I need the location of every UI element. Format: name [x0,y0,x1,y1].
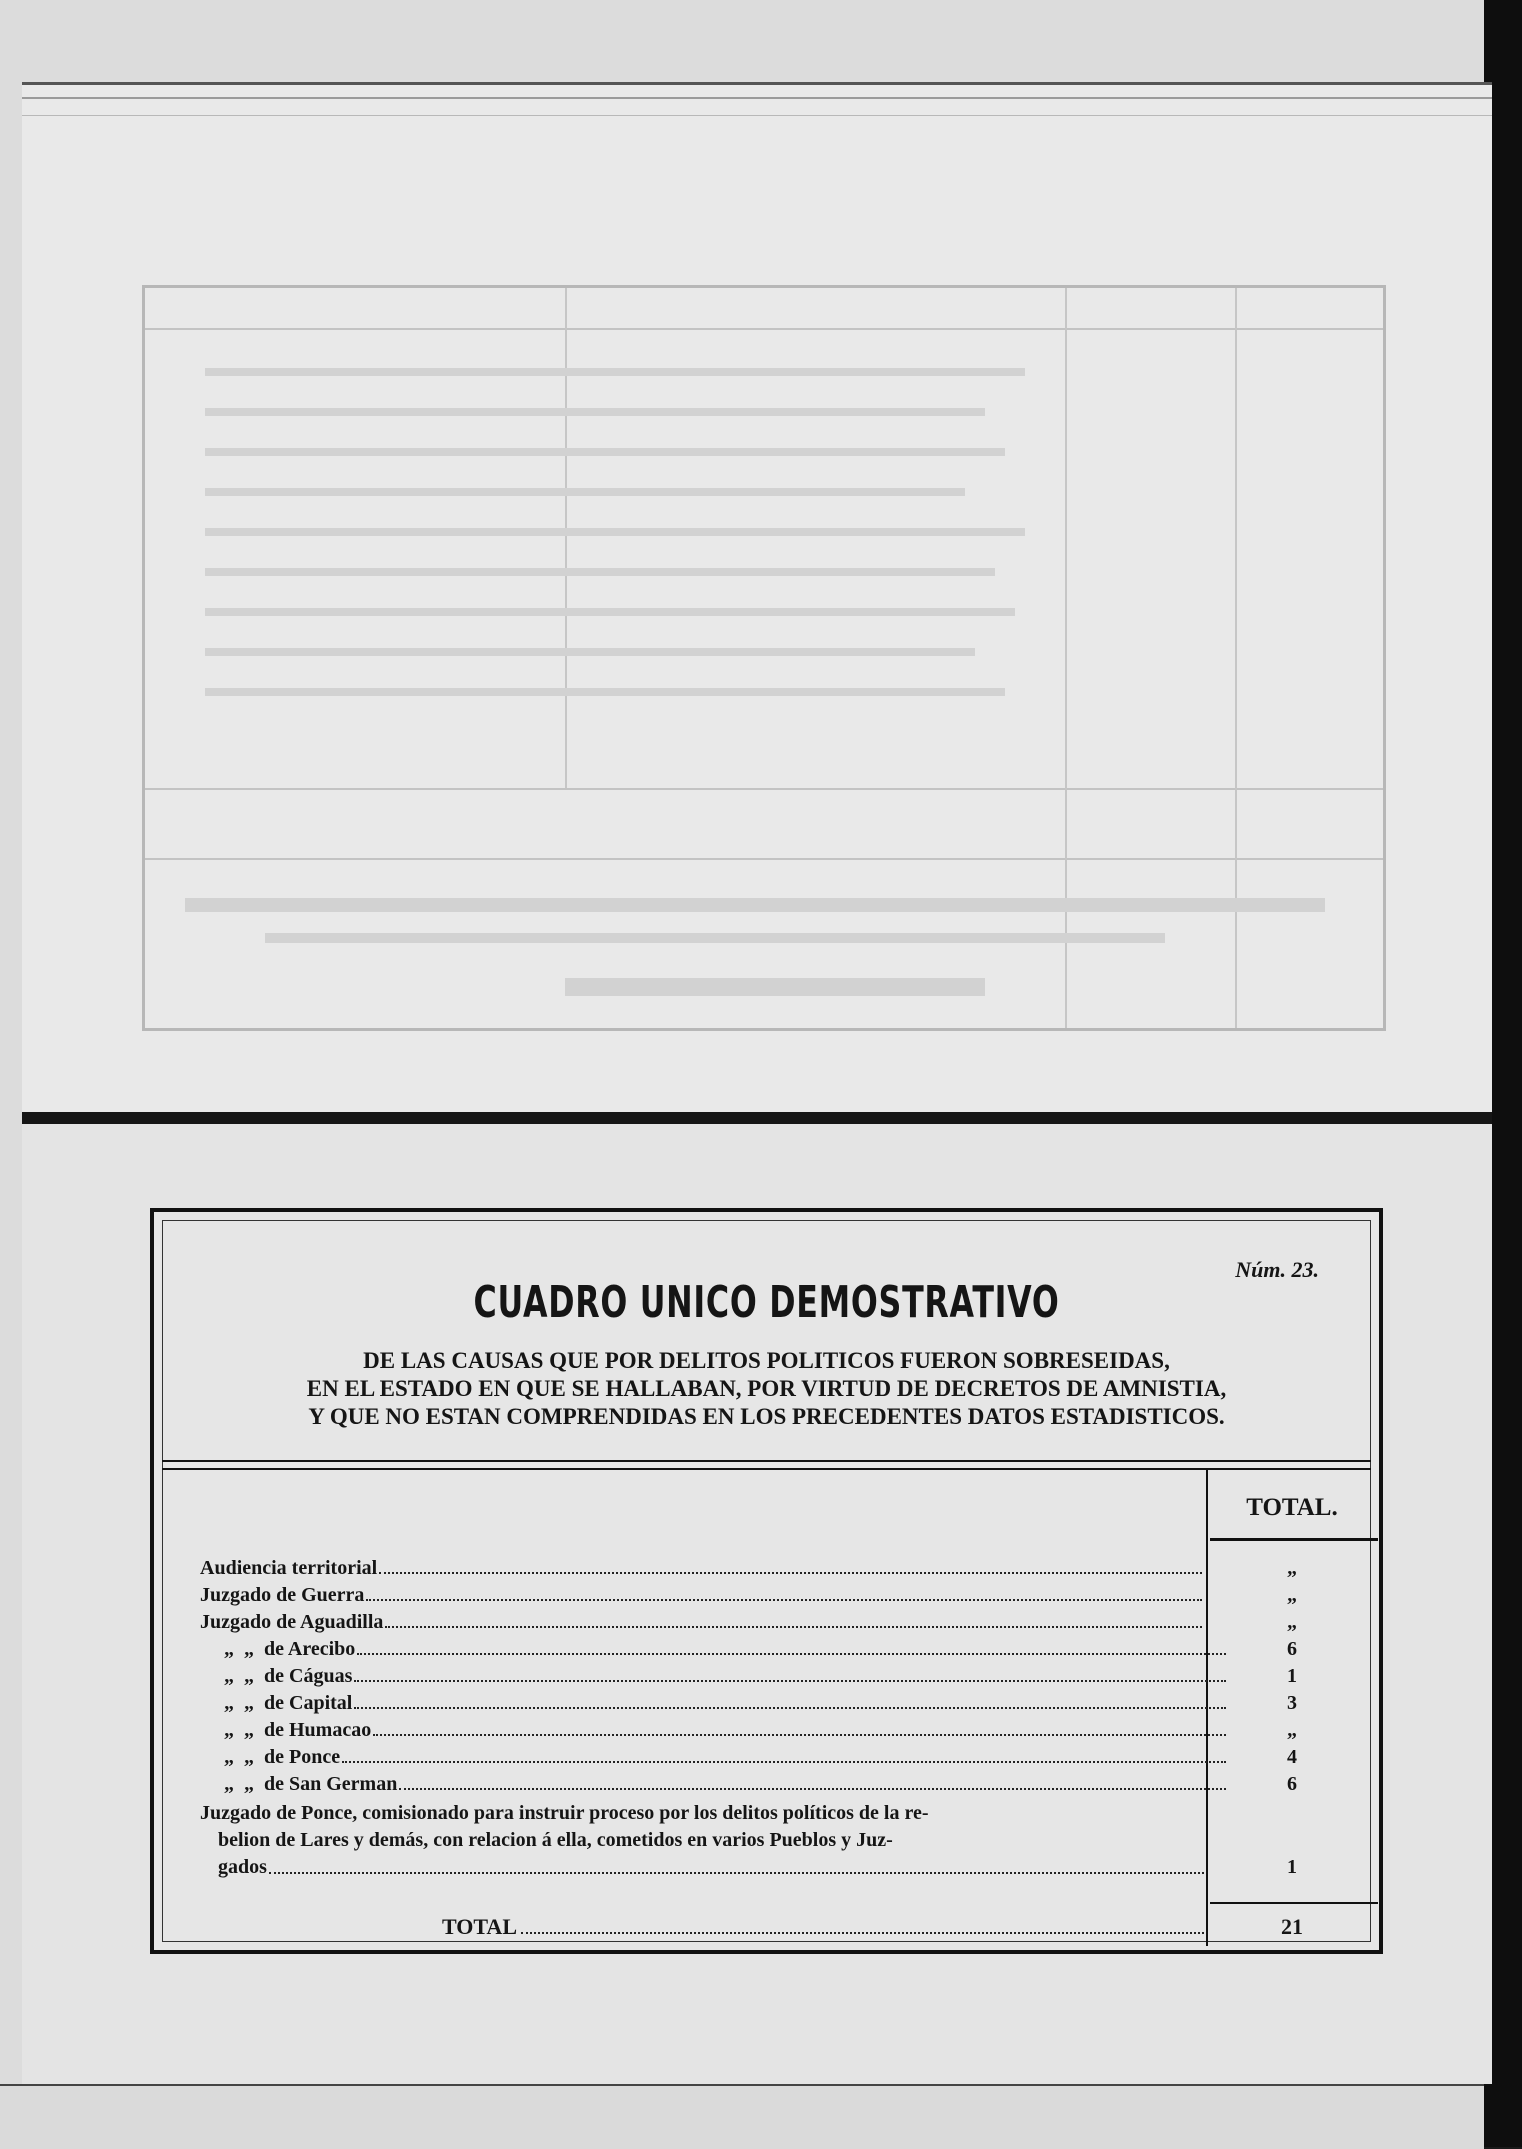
ghost-rule [145,788,1383,790]
table-row [200,1744,1228,1770]
ghost-text [205,408,985,416]
page-title: CUADRO UNICO DEMOSTRATIVO [473,1277,1060,1328]
column-header-rule [1210,1538,1378,1541]
row-label: „ „ de Capital [224,1692,353,1714]
table-row [200,1663,1228,1689]
row-value: 3 [1287,1692,1297,1714]
subtitle-line: Y QUE NO ESTAN COMPRENDIDAS EN LOS PRECEDENTES DATOS ESTADISTICOS. [308,1404,1225,1429]
total-value: 21 [1281,1914,1303,1939]
row-label-last-line [200,1854,1204,1881]
ghost-text [205,368,1025,376]
row-label: „ „ de Cáguas [224,1665,353,1687]
table-row [200,1555,1204,1581]
dot-leader [354,1663,1226,1689]
row-label: Juzgado de Guerra [200,1584,365,1606]
dot-leader [269,1854,1204,1881]
ghost-rule [565,288,567,788]
bottom-strip [0,2084,1484,2149]
row-label: „ „ de Ponce [224,1746,341,1768]
column-header-total: TOTAL. [1246,1494,1338,1521]
subtitle [158,1347,1375,1431]
table-row [200,1771,1228,1797]
ghost-rule [1235,288,1237,1028]
row-value: „ [1287,1584,1297,1606]
ghost-text [185,898,1325,912]
ghost-rule [145,858,1383,860]
ghost-text [265,933,1165,943]
total-row [154,1912,1379,1942]
row-value: 6 [1287,1773,1297,1795]
row-value: 1 [1287,1665,1297,1687]
row-label-line: belion de Lares y demás, con relacion á ella, cometidos en varios Pueblos y Juz- [218,1829,893,1851]
total-label-container [442,1912,1204,1942]
row-value: „ [1287,1557,1297,1579]
table-row [200,1717,1228,1743]
table-row [200,1582,1204,1608]
ghost-text [205,528,1025,536]
ghost-rule [145,328,1383,330]
ghost-title [565,978,985,996]
table-row [200,1609,1204,1635]
ghost-text [205,688,1005,696]
page-fold [22,1112,1492,1124]
table-row [200,1690,1228,1716]
dot-leader [366,1582,1202,1608]
table-row-multiline [200,1800,1204,1881]
subtitle-line: EN EL ESTADO EN QUE SE HALLABAN, POR VIRTUD DE DECRETOS DE AMNISTIA, [306,1376,1227,1401]
row-label-line: Juzgado de Ponce, comisionado para instruir proceso por los delitos políticos de la re- [200,1802,929,1824]
row-value: 1 [1287,1856,1297,1878]
total-label: TOTAL [442,1914,517,1939]
row-value: 4 [1287,1746,1297,1768]
row-value: „ [1287,1719,1297,1741]
ghost-text [205,648,975,656]
dot-leader [354,1690,1226,1716]
row-label: Audiencia territorial [200,1557,378,1579]
subtitle-line: DE LAS CAUSAS QUE POR DELITOS POLITICOS FUERON SOBRESEIDAS, [363,1348,1170,1373]
header-rule [162,1460,1371,1470]
ghost-text [205,568,995,576]
total-rule [1210,1902,1378,1904]
row-label: Juzgado de Aguadilla [200,1611,384,1633]
ghost-text [205,608,1015,616]
table-row [200,1636,1228,1662]
row-value: 6 [1287,1638,1297,1660]
row-label: „ „ de Arecibo [224,1638,356,1660]
ghost-text [205,448,1005,456]
dot-leader [342,1744,1226,1770]
upper-page-bleedthrough [22,82,1492,1115]
dot-leader [357,1636,1226,1662]
ghost-rule [1065,288,1067,1028]
dot-leader [521,1912,1204,1942]
row-label: „ „ de Humacao [224,1719,372,1741]
table-number: Núm. 23. [1235,1257,1319,1282]
demonstrative-table [150,1208,1383,1954]
row-value: „ [1287,1611,1297,1633]
row-label: „ „ de San German [224,1773,398,1795]
dot-leader [379,1555,1202,1581]
dot-leader [399,1771,1226,1797]
row-label-line: gados [218,1856,267,1878]
bleedthrough-table [142,285,1386,1031]
dot-leader [373,1717,1226,1743]
dot-leader [385,1609,1202,1635]
ghost-text [205,488,965,496]
